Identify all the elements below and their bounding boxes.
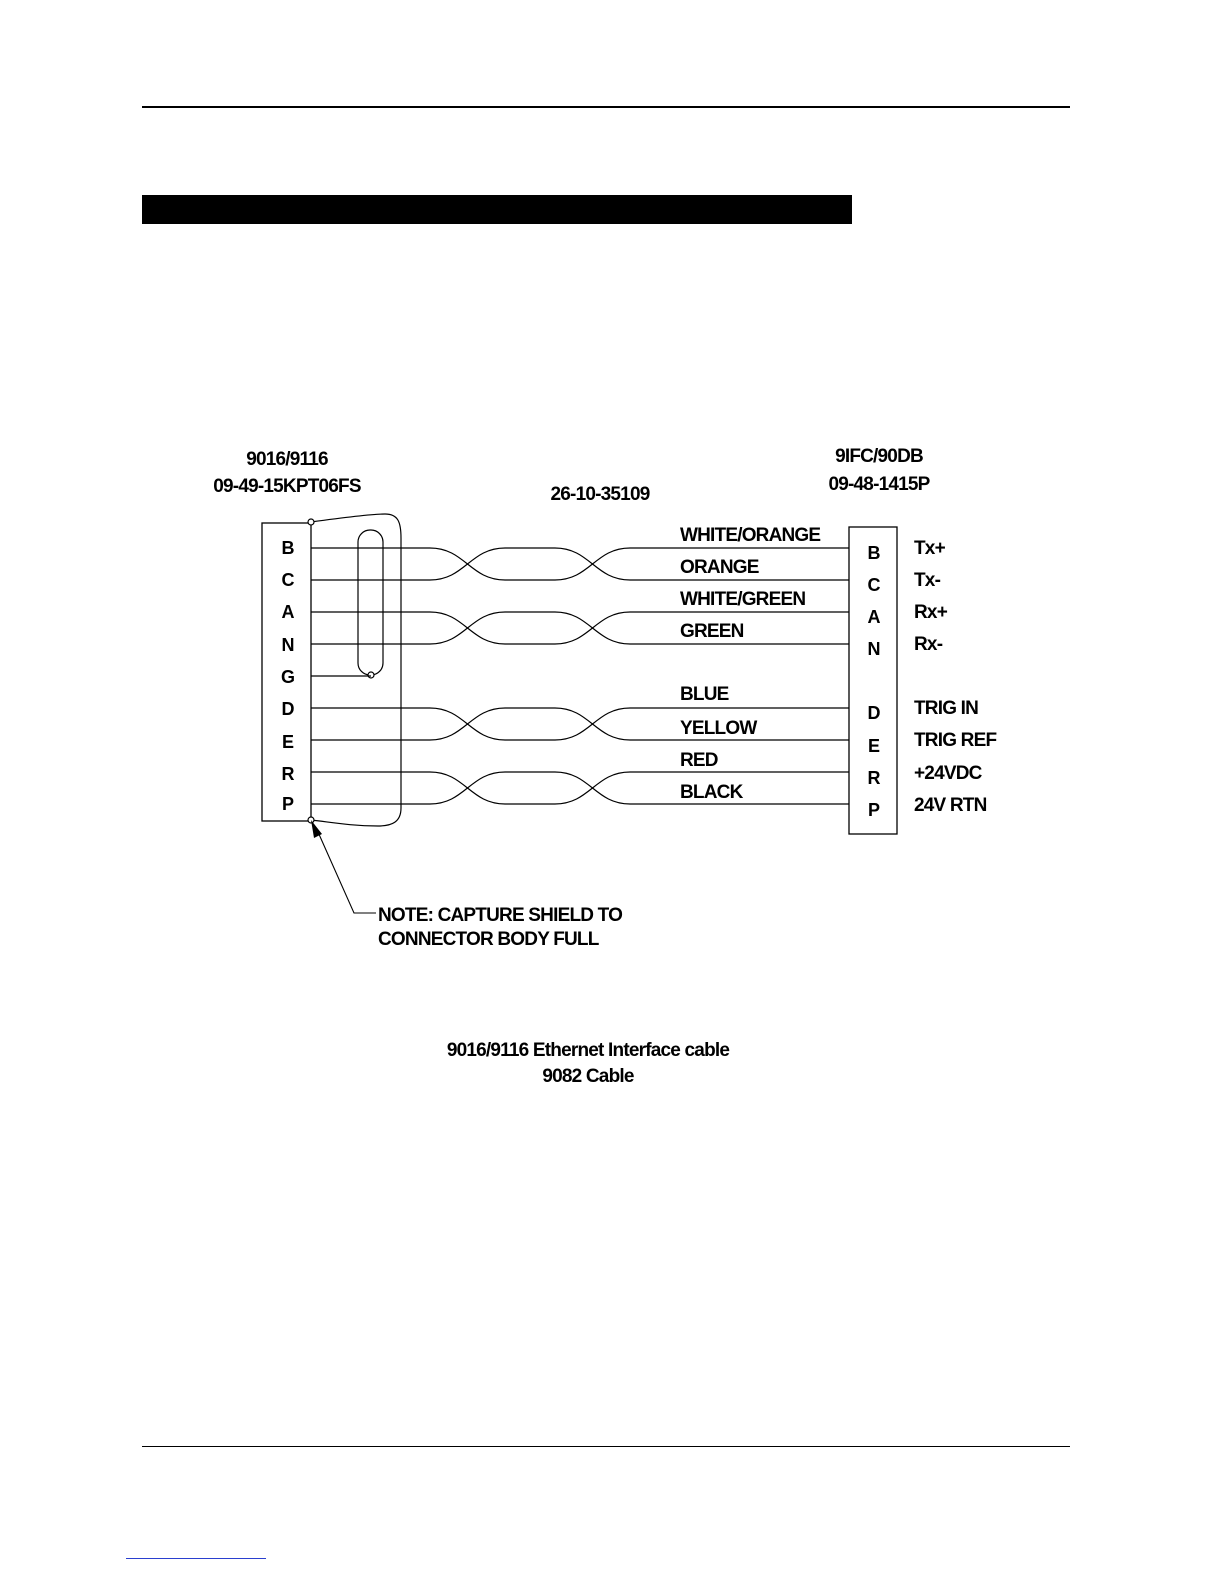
right-pin: P xyxy=(867,800,881,820)
cable-shield xyxy=(311,514,401,826)
left-pin: B xyxy=(281,538,295,558)
left-pins xyxy=(281,538,295,814)
wire-color-label: YELLOW xyxy=(680,718,757,739)
signal-label: Rx- xyxy=(914,634,943,655)
note-arrowhead xyxy=(311,820,322,838)
wire-yellow xyxy=(311,708,849,740)
left-pin: N xyxy=(281,635,295,655)
left-connector-model: 9016/9116 xyxy=(246,449,328,470)
left-pin: R xyxy=(281,764,295,784)
right-pins xyxy=(868,543,881,820)
right-pin: N xyxy=(867,639,881,659)
wire-blue xyxy=(311,708,849,740)
wire-color-label: RED xyxy=(680,750,718,771)
wire-group xyxy=(311,548,849,804)
figure-caption-title: 9016/9116 Ethernet Interface cable xyxy=(446,1040,730,1061)
wire-white-green xyxy=(311,612,849,644)
right-pin: R xyxy=(867,768,881,788)
right-pin: C xyxy=(867,575,881,595)
figure-caption-subtitle: 9082 Cable xyxy=(542,1066,634,1087)
right-connector-part: 09-48-1415P xyxy=(828,474,930,495)
wire-color-label: BLACK xyxy=(680,782,743,803)
signal-label: TRIG IN xyxy=(914,698,979,719)
cable-part-number: 26-10-35109 xyxy=(550,484,650,505)
left-pin: A xyxy=(281,602,295,622)
right-pin: E xyxy=(867,736,881,756)
signal-label: Rx+ xyxy=(914,602,947,623)
wire-orange xyxy=(311,548,849,580)
note-leader-line xyxy=(318,832,376,913)
wire-color-labels xyxy=(680,525,820,803)
wire-color-label: WHITE/GREEN xyxy=(680,589,806,610)
signal-label: 24V RTN xyxy=(914,795,987,816)
left-pin: G xyxy=(280,667,296,687)
wire-color-label: BLUE xyxy=(680,684,729,705)
wire-red xyxy=(311,772,849,804)
left-pin: C xyxy=(281,570,295,590)
wire-color-label: GREEN xyxy=(680,621,744,642)
right-pin: A xyxy=(867,607,881,627)
left-pin: E xyxy=(281,732,295,752)
left-pin: P xyxy=(281,794,295,814)
right-pin: B xyxy=(867,543,881,563)
left-pin: D xyxy=(281,699,295,719)
shield-terminal-top xyxy=(308,519,314,525)
signal-label: TRIG REF xyxy=(914,730,997,751)
shield-drain-terminal xyxy=(368,672,374,678)
wire-color-label: WHITE/ORANGE xyxy=(680,525,821,546)
footer-link-underline[interactable] xyxy=(126,1558,266,1559)
right-connector-model: 9IFC/90DB xyxy=(835,446,923,467)
footer-rule xyxy=(142,1446,1070,1447)
note-line-1: NOTE: CAPTURE SHIELD TO xyxy=(378,905,623,926)
wire-color-label: ORANGE xyxy=(680,557,759,578)
signal-label: +24VDC xyxy=(914,763,982,784)
signal-labels xyxy=(914,538,996,816)
signal-label: Tx- xyxy=(914,570,941,591)
signal-label: Tx+ xyxy=(914,538,945,559)
wire-black xyxy=(311,772,849,804)
note-line-2: CONNECTOR BODY FULL xyxy=(378,929,599,950)
wire-white-orange xyxy=(311,548,849,580)
right-pin: D xyxy=(867,703,881,723)
wire-green xyxy=(311,612,849,644)
left-connector-part: 09-49-15KPT06FS xyxy=(213,476,361,497)
